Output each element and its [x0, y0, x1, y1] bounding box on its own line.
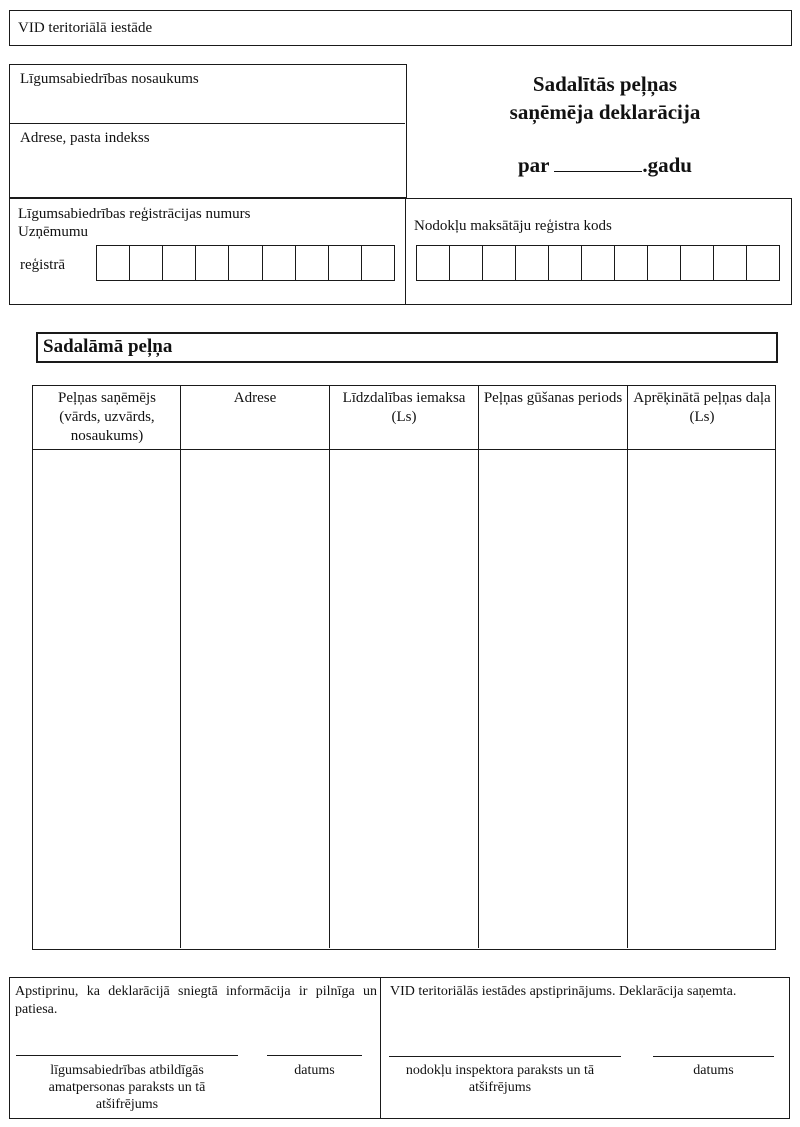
signature-block	[9, 977, 790, 1119]
digit-cell[interactable]	[713, 246, 746, 280]
digit-cell[interactable]	[361, 246, 394, 280]
left-date-line[interactable]	[267, 1055, 362, 1056]
reg-number-label-line1: Līgumsabiedrības reģistrācijas numurs	[18, 206, 251, 222]
right-signature-line[interactable]	[389, 1056, 621, 1057]
vid-office-field[interactable]	[9, 10, 792, 46]
digit-cell[interactable]	[97, 246, 129, 280]
digit-cell[interactable]	[680, 246, 713, 280]
company-address-field[interactable]	[9, 124, 407, 196]
year-prefix: par	[518, 153, 550, 177]
digit-cell[interactable]	[482, 246, 515, 280]
recipient-column-input[interactable]	[33, 450, 180, 948]
left-signature-line[interactable]	[16, 1055, 238, 1056]
declaration-title-line2: saņēmēja deklarācija	[509, 100, 701, 124]
reg-number-label-line2: Uzņēmumu	[18, 224, 88, 240]
digit-cell[interactable]	[746, 246, 779, 280]
declaration-year	[420, 153, 790, 178]
digit-cell[interactable]	[162, 246, 195, 280]
tax-code-label: Nodokļu maksātāju reģistra kods	[414, 218, 612, 234]
year-suffix: .gadu	[642, 153, 692, 177]
tax-code-cells[interactable]	[416, 245, 780, 281]
footer-divider	[380, 977, 381, 1119]
year-input[interactable]	[554, 157, 642, 172]
column-header-profit-share: Aprēķinātā peļņas daļa (Ls)	[633, 390, 771, 425]
digit-cell[interactable]	[647, 246, 680, 280]
company-name-label: Līgumsabiedrības nosaukums	[20, 71, 199, 87]
table-header-divider	[32, 449, 776, 450]
digit-cell[interactable]	[449, 246, 482, 280]
column-header-recipient: Peļņas saņēmējs (vārds, uzvārds, nosaukums)	[58, 390, 156, 444]
section-heading-text: Sadalāmā peļņa	[43, 336, 173, 357]
right-date-caption: datums	[693, 1063, 734, 1078]
digit-cell[interactable]	[228, 246, 261, 280]
right-statement: VID teritoriālās iestādes apstiprinājums. Deklarācija saņemta.	[390, 984, 737, 999]
reg-number-cells[interactable]	[96, 245, 395, 281]
digit-cell[interactable]	[129, 246, 162, 280]
digit-cell[interactable]	[614, 246, 647, 280]
digit-cell[interactable]	[262, 246, 295, 280]
right-date-line[interactable]	[653, 1056, 774, 1057]
digit-cell[interactable]	[195, 246, 228, 280]
address-column-input[interactable]	[181, 450, 329, 948]
column-header-period: Peļņas gūšanas periods	[483, 390, 623, 406]
left-signature-caption: līgumsabiedrības atbildīgās amatpersonas paraksts un tā atšifrējums	[48, 1063, 206, 1112]
reg-number-label-line3: reģistrā	[20, 257, 65, 273]
profit-table	[32, 385, 776, 950]
company-name-field[interactable]	[9, 64, 407, 122]
declaration-title-line1: Sadalītās peļņas	[532, 72, 678, 96]
company-address-label: Adrese, pasta indekss	[20, 130, 150, 146]
vid-office-label: VID teritoriālā iestāde	[18, 20, 153, 36]
left-statement: Apstiprinu, ka deklarācijā sniegtā informācija ir pilnīga un patiesa.	[15, 984, 377, 1017]
digit-cell[interactable]	[417, 246, 449, 280]
period-column-input[interactable]	[479, 450, 627, 948]
left-date-caption: datums	[294, 1063, 335, 1078]
digit-cell[interactable]	[548, 246, 581, 280]
column-header-address: Adrese	[233, 390, 277, 406]
right-signature-caption: nodokļu inspektora paraksts un tā atšifrējums	[405, 1063, 595, 1095]
profit-share-column-input[interactable]	[628, 450, 774, 948]
registration-divider	[405, 198, 406, 305]
digit-cell[interactable]	[295, 246, 328, 280]
digit-cell[interactable]	[581, 246, 614, 280]
digit-cell[interactable]	[515, 246, 548, 280]
digit-cell[interactable]	[328, 246, 361, 280]
column-header-contribution: Līdzdalības iemaksa (Ls)	[342, 390, 466, 425]
contribution-column-input[interactable]	[330, 450, 478, 948]
section-heading	[36, 332, 778, 363]
